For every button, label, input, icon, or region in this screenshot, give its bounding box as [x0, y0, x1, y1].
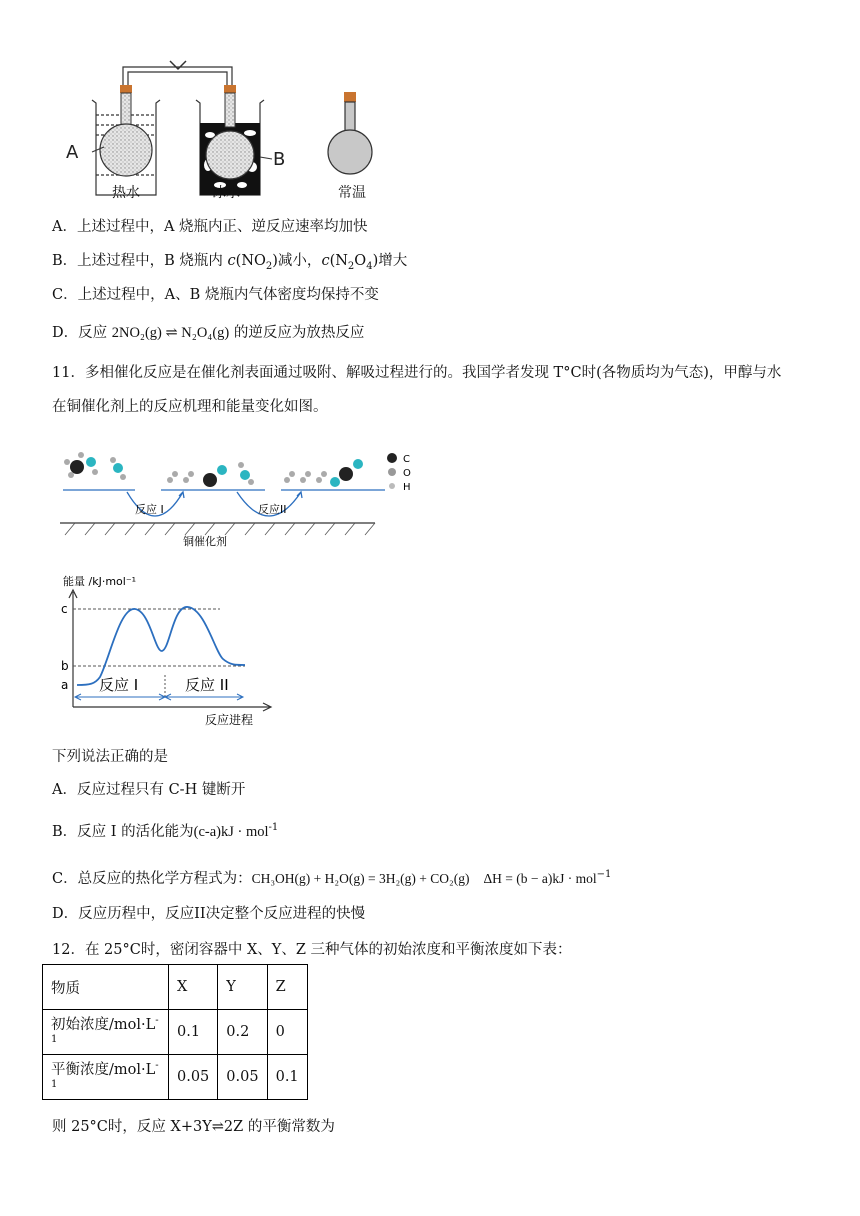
- label-a: A: [66, 142, 79, 163]
- stopper-a: [120, 85, 132, 93]
- table-row: [43, 1010, 308, 1055]
- table-header-cell: Z: [267, 965, 307, 1010]
- q11-prompt: 下列说法正确的是: [52, 749, 168, 765]
- energy-xlabel: 反应进程: [205, 713, 254, 727]
- table-cell: 0.1: [267, 1055, 307, 1100]
- legend-c: C: [403, 454, 410, 465]
- caption-hot-text: 热水: [112, 185, 140, 201]
- region2-label: 反应 II: [185, 676, 229, 694]
- table-row: [43, 1055, 308, 1100]
- level-c: c: [61, 602, 68, 616]
- mechanism-figure: [55, 440, 425, 550]
- energy-ylabel: 能量 /kJ·mol⁻¹: [63, 575, 137, 588]
- table-cell: 0.1: [169, 1010, 218, 1055]
- level-b: b: [61, 659, 69, 673]
- q11-stem-1: 11．多相催化反应是在催化剂表面通过吸附、解吸过程进行的。我国学者发现 T°C时(各物质均为气态)，甲醇与水: [52, 365, 782, 381]
- legend-h: H: [403, 482, 411, 493]
- connecting-tube: [123, 67, 232, 87]
- region1-label: 反应 I: [99, 676, 139, 694]
- step2-label: 反应II: [258, 503, 287, 516]
- caption-room-text: 常温: [338, 185, 366, 201]
- q11-option-d: D．反应历程中，反应II决定整个反应进程的快慢: [52, 906, 366, 922]
- legend-o: O: [403, 468, 411, 479]
- table-cell: 0.05: [218, 1055, 267, 1100]
- table-row-label: 平衡浓度$/mol\cdot L^{-1}$: [43, 1055, 169, 1100]
- water-molecule: [110, 457, 126, 480]
- table-cell: 0: [267, 1010, 307, 1055]
- table-cell: 0.05: [169, 1055, 218, 1100]
- level-a: a: [61, 678, 69, 692]
- concentration-table: [42, 964, 308, 1100]
- q12-stem: 12．在 25°C时，密闭容器中 X、Y、Z 三种气体的初始浓度和平衡浓度如下表：: [52, 942, 572, 958]
- label-b: B: [273, 149, 286, 170]
- q10-option-a: A．上述过程中，A 烧瓶内正、逆反应速率均加快: [52, 219, 368, 235]
- energy-curve: [77, 607, 245, 685]
- table-row-label: 初始浓度$/mol\cdot L^{-1}$: [43, 1010, 169, 1055]
- q10-option-b: B．上述过程中，B 烧瓶内 $c(NO_2)$减小，$c(N_2O_4)$增大: [52, 253, 408, 272]
- flask-room: [328, 102, 372, 174]
- energy-diagram: [55, 567, 295, 729]
- q10-option-c: C．上述过程中，A、B 烧瓶内气体密度均保持不变: [52, 287, 379, 303]
- catalyst-label: 铜催化剂: [183, 535, 227, 548]
- table-cell: 0.2: [218, 1010, 267, 1055]
- methanol-molecule: [64, 452, 98, 478]
- legend-o-icon: [388, 468, 396, 476]
- table-header-cell: X: [169, 965, 218, 1010]
- flask-a: [100, 93, 152, 176]
- stopper-b: [224, 85, 236, 93]
- stopper-room: [344, 92, 356, 102]
- q10-option-d: D．反应 2NO₂(g) ⇌ N₂O₄(g) 的逆反应为放热反应: [52, 325, 365, 341]
- legend-c-icon: [387, 453, 397, 463]
- table-header-cell: Y: [218, 965, 267, 1010]
- table-header-row: [43, 965, 308, 1010]
- q11-option-c: C．总反应的热化学方程式为：CH₃OH(g) + H₂O(g) = 3H₂(g) + CO₂(g) ΔH = (b − a)kJ · mol$^{-1}$: [52, 869, 612, 887]
- water-molecule-2: [238, 462, 254, 485]
- q11-option-a: A．反应过程只有 C-H 键断开: [52, 782, 246, 798]
- caption-ice-text: 冰水: [212, 185, 240, 201]
- clamp-icon: [170, 61, 186, 69]
- q12-conclusion: 则 25°C时，反应 X+3Y⇌2Z 的平衡常数为: [52, 1119, 335, 1135]
- co2-molecule: [330, 459, 363, 487]
- q11-stem-2: 在铜催化剂上的反应机理和能量变化如图。: [52, 399, 328, 415]
- q11-option-b: B．反应 I 的活化能为(c-a)kJ · mol$^{-1}$: [52, 822, 279, 840]
- co-molecule: [203, 465, 227, 487]
- step1-label: 反应 I: [135, 503, 164, 516]
- legend-h-icon: [389, 483, 395, 489]
- table-header-cell: 物质: [43, 965, 169, 1010]
